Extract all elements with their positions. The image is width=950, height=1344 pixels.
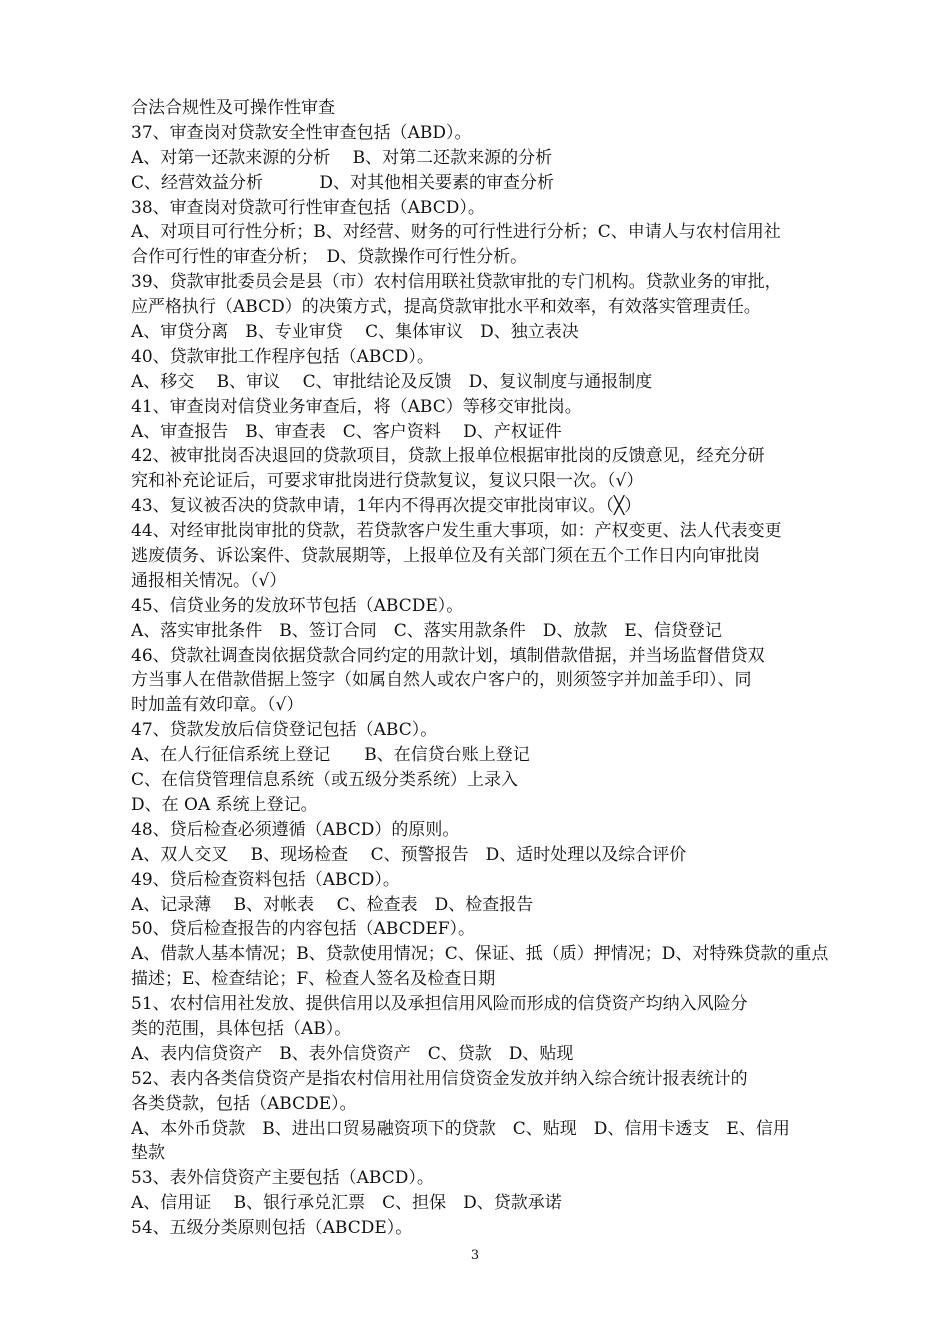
question-46: 46、贷款社调查岗依据贷款合同约定的用款计划，填制借款借据，并当场监督借贷双 — [131, 645, 765, 666]
text-line: 方当事人在借款借据上签字（如属自然人或农户客户的，则须签字并加盖手印）、同 — [131, 670, 752, 691]
options-line: A、审查报告 B、审查表 C、客户资料 D、产权证件 — [131, 421, 562, 442]
options-line: 合作可行性的审查分析； D、贷款操作可行性分析。 — [131, 247, 528, 268]
question-38: 38、审查岗对贷款可行性审查包括（ABCD）。 — [131, 197, 485, 218]
options-line: A、对第一还款来源的分析 B、对第二还款来源的分析 — [131, 147, 553, 168]
options-line: A、移交 B、审议 C、审批结论及反馈 D、复议制度与通报制度 — [131, 371, 653, 392]
question-43: 43、复议被否决的贷款申请，1年内不得再次提交审批岗审议。（╳） — [131, 496, 642, 517]
text-line: 类的范围，具体包括（AB）。 — [131, 1018, 352, 1039]
options-line: A、审贷分离 B、专业审贷 C、集体审议 D、独立表决 — [131, 322, 579, 343]
options-line: A、表内信贷资产 B、表外信贷资产 C、贷款 D、贴现 — [131, 1043, 574, 1064]
question-44: 44、对经审批岗审批的贷款，若贷款客户发生重大事项，如：产权变更、法人代表变更 — [131, 521, 782, 542]
text-line: 各类贷款，包括（ABCDE）。 — [131, 1093, 357, 1114]
text-line: 时加盖有效印章。（√） — [131, 695, 304, 716]
text-line: 究和补充论证后，可要求审批岗进行贷款复议，复议只限一次。（√） — [131, 471, 644, 492]
question-40: 40、贷款审批工作程序包括（ABCD）。 — [131, 346, 434, 367]
options-line: A、本外币贷款 B、进出口贸易融资项下的贷款 C、贴现 D、信用卡透支 E、信用 — [131, 1118, 790, 1139]
question-41: 41、审查岗对信贷业务审查后，将（ABC）等移交审批岗。 — [131, 396, 582, 417]
options-line: A、在人行征信系统上登记 B、在信贷台账上登记 — [131, 745, 530, 766]
options-line: C、在信贷管理信息系统（或五级分类系统）上录入 — [131, 770, 519, 791]
options-line: D、在 OA 系统上登记。 — [131, 794, 318, 815]
options-line: A、记录薄 B、对帐表 C、检查表 D、检查报告 — [131, 894, 534, 915]
options-line: C、经营效益分析 D、对其他相关要素的审查分析 — [131, 172, 555, 193]
question-37: 37、审查岗对贷款安全性审查包括（ABD）。 — [131, 122, 472, 143]
question-51: 51、农村信用社发放、提供信用以及承担信用风险而形成的信贷资产均纳入风险分 — [131, 994, 748, 1015]
options-line: A、借款人基本情况；B、贷款使用情况；C、保证、抵（质）押情况；D、对特殊贷款的重点 — [131, 944, 829, 965]
options-line: A、信用证 B、银行承兑汇票 C、担保 D、贷款承诺 — [131, 1193, 562, 1214]
options-line: A、双人交叉 B、现场检查 C、预警报告 D、适时处理以及综合评价 — [131, 844, 687, 865]
options-line: 垫款 — [131, 1143, 165, 1164]
question-47: 47、贷款发放后信贷登记包括（ABC）。 — [131, 720, 438, 741]
text-line: 逃废债务、诉讼案件、贷款展期等，上报单位及有关部门须在五个工作日内向审批岗 — [131, 546, 760, 567]
text-line: 通报相关情况。（√） — [131, 570, 287, 591]
question-49: 49、贷后检查资料包括（ABCD）。 — [131, 869, 400, 890]
page-number: 3 — [470, 1248, 480, 1263]
question-54: 54、五级分类原则包括（ABCDE）。 — [131, 1218, 413, 1239]
question-42: 42、被审批岗否决退回的贷款项目，贷款上报单位根据审批岗的反馈意见，经充分研 — [131, 446, 765, 467]
text-line: 应严格执行（ABCD）的决策方式，提高贷款审批水平和效率，有效落实管理责任。 — [131, 297, 761, 318]
text-line: 合法合规性及可操作性审查 — [131, 98, 335, 118]
question-53: 53、表外信贷资产主要包括（ABCD）。 — [131, 1168, 434, 1189]
question-39: 39、贷款审批委员会是县（市）农村信用联社贷款审批的专门机构。贷款业务的审批， — [131, 272, 782, 293]
options-line: A、落实审批条件 B、签订合同 C、落实用款条件 D、放款 E、信贷登记 — [131, 620, 722, 641]
options-line: A、对项目可行性分析；B、对经营、财务的可行性进行分析；C、申请人与农村信用社 — [131, 222, 781, 243]
question-52: 52、表内各类信贷资产是指农村信用社用信贷资金发放并纳入综合统计报表统计的 — [131, 1068, 748, 1089]
options-line: 描述；E、检查结论；F、检查人签名及检查日期 — [131, 969, 496, 990]
document-body — [131, 96, 831, 1241]
question-48: 48、贷后检查必须遵循（ABCD）的原则。 — [131, 819, 460, 840]
question-45: 45、信贷业务的发放环节包括（ABCDE）。 — [131, 595, 464, 616]
question-50: 50、贷后检查报告的内容包括（ABCDEF）。 — [131, 919, 476, 940]
